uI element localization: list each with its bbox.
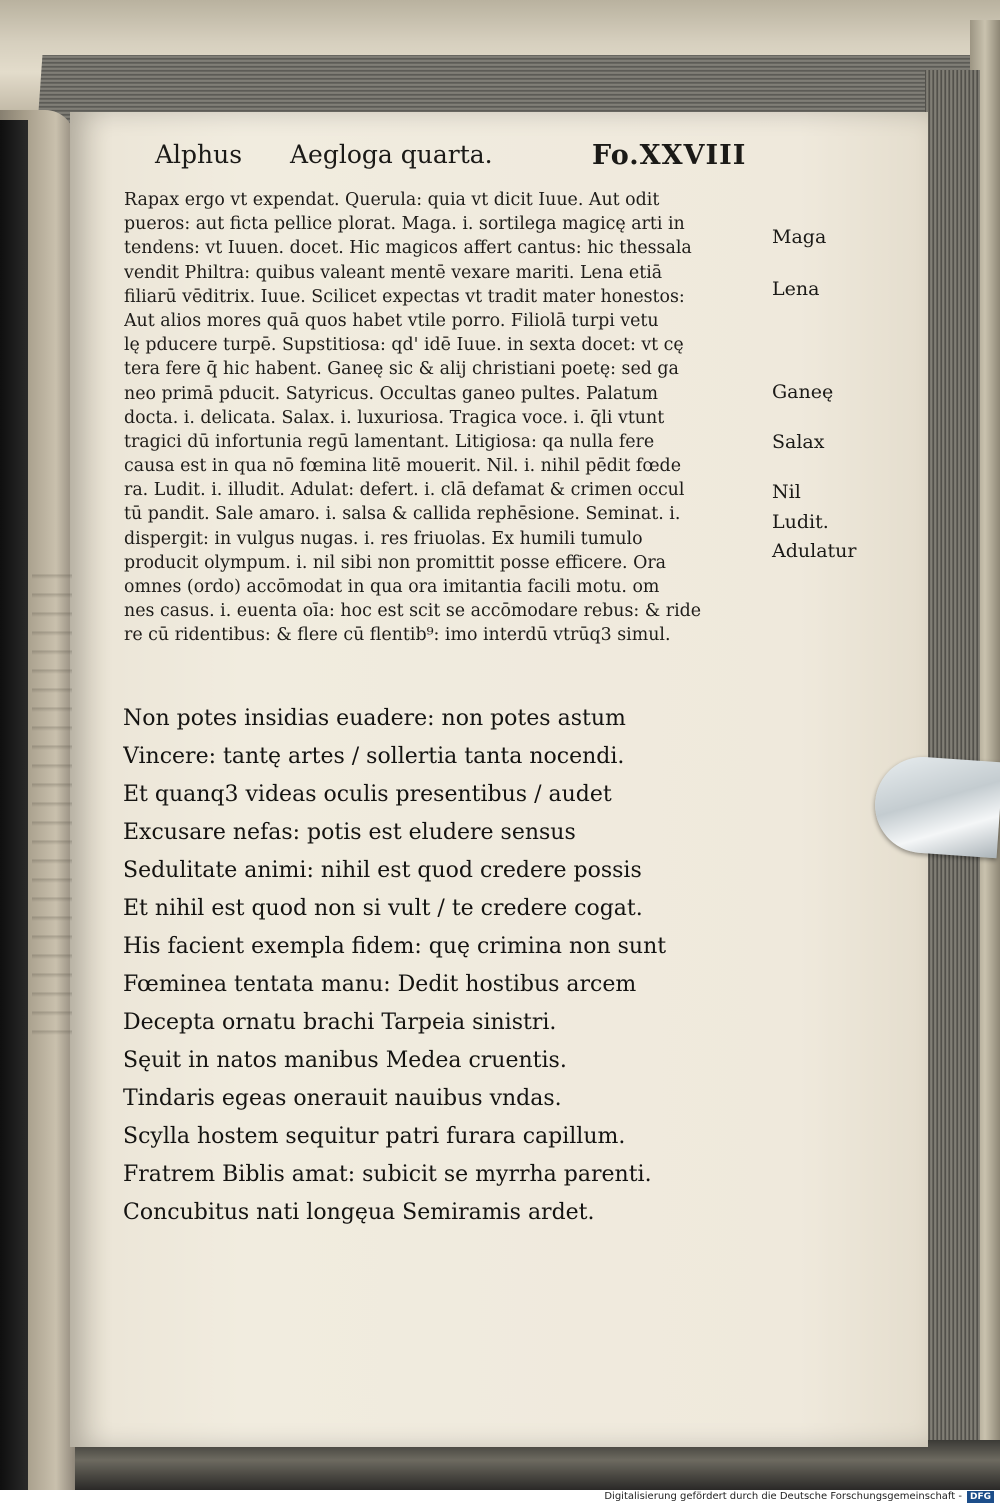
margin-note: Maga	[772, 226, 827, 248]
commentary-line: docta. i. delicata. Salax. i. luxuriosa. Tragica voce. i. q̄li vtunt	[124, 407, 665, 428]
commentary-line: tendens: vt Iuuen. docet. Hic magicos affert cantus: hic thessala	[124, 238, 692, 259]
verse-line: Non potes insidias euadere: non potes astum	[123, 706, 626, 731]
margin-note: Ludit.	[772, 511, 829, 533]
verse-line: Scylla hostem sequitur patri furara capillum.	[123, 1124, 626, 1149]
verse-line: Vincere: tantę artes / sollertia tanta nocendi.	[123, 744, 625, 769]
commentary-block	[124, 188, 774, 648]
margin-note: Salax	[772, 431, 825, 453]
folio-number: Fo.XXVIII	[592, 140, 747, 171]
margin-note: Ganeę	[772, 381, 834, 403]
margin-note: Nil	[772, 481, 801, 503]
commentary-line: tera fere q̄ hic habent. Ganeę sic & alij christiani poetę: sed ga	[124, 359, 679, 380]
commentary-line: vendit Philtra: quibus valeant mentē vexare mariti. Lena etiā	[124, 262, 663, 283]
verse-line: Excusare nefas: potis est eludere sensus	[123, 820, 576, 845]
commentary-line: producit olympum. i. nil sibi non promittit posse efficere. Ora	[124, 552, 667, 573]
verse-line: Sedulitate animi: nihil est quod credere possis	[123, 858, 642, 883]
margin-note: Lena	[772, 278, 820, 300]
verse-line: Fœminea tentata manu: Dedit hostibus arcem	[123, 972, 637, 997]
marginalia	[772, 226, 882, 586]
verse-line: Concubitus nati longęua Semiramis ardet.	[123, 1200, 595, 1225]
margin-note: Adulatur	[772, 540, 857, 562]
commentary-line: ra. Ludit. i. illudit. Adulat: defert. i. clā defamat & crimen occul	[124, 480, 685, 501]
verse-line: His facient exempla fidem: quę crimina non sunt	[123, 934, 667, 959]
verse-block	[123, 700, 723, 1232]
commentary-line: neo primā pducit. Satyricus. Occultas ganeo pultes. Palatum	[124, 383, 658, 404]
verse-line: Decepta ornatu brachi Tarpeia sinistri.	[123, 1010, 557, 1035]
running-head	[0, 140, 1000, 190]
gutter-shadow	[0, 120, 28, 1490]
commentary-line: tragici dū infortunia regū lamentant. Litigiosa: qa nulla fere	[124, 431, 655, 452]
commentary-line: tū pandit. Sale amaro. i. salsa & callida rephēsione. Seminat. i.	[124, 504, 681, 525]
commentary-line: omnes (ordo) accōmodat in qua ora imitantia facili motu. om	[124, 577, 660, 597]
running-head-author: Alphus	[155, 140, 243, 169]
commentary-line: dispergit: in vulgus nugas. i. res friuolas. Ex humili tumulo	[124, 528, 643, 549]
verse-line: Fratrem Biblis amat: subicit se myrrha parenti.	[123, 1162, 652, 1187]
verse-line: Et nihil est quod non si vult / te credere cogat.	[123, 896, 643, 921]
running-head-title: Aegloga quarta.	[290, 140, 493, 169]
commentary-line: re cū ridentibus: & flere cū flentib⁹: imo interdū vtrūq3 simul.	[124, 625, 671, 646]
funding-notice: Digitalisierung gefördert durch die Deutsche Forschungsgemeinschaft -	[604, 1491, 962, 1502]
digitization-footer	[0, 1490, 1000, 1505]
bleed-through-text	[32, 560, 72, 1040]
verse-line: Sęuit in natos manibus Medea cruentis.	[123, 1048, 567, 1073]
commentary-line: filiarū vēditrix. Iuue. Scilicet expectas vt tradit mater honestos:	[124, 286, 685, 307]
cover-board-bottom	[0, 1440, 1000, 1490]
commentary-line: pueros: aut ficta pellice plorat. Maga. i. sortilega magicę arti in	[124, 214, 685, 235]
commentary-line: lę pducere turpē. Supstitiosa: qd' idē Iuue. in sexta docet: vt cę	[124, 335, 684, 356]
commentary-line: Aut alios mores quā quos habet vtile porro. Filiolā turpi vetu	[124, 310, 659, 331]
commentary-line: causa est in qua nō fœmina litē mouerit. Nil. i. nihil pēdit fœde	[124, 456, 681, 477]
verse-line: Et quanq3 videas oculis presentibus / audet	[123, 782, 612, 807]
commentary-line: Rapax ergo vt expendat. Querula: quia vt dicit Iuue. Aut odit	[124, 190, 660, 210]
verse-line: Tindaris egeas onerauit nauibus vndas.	[123, 1086, 562, 1111]
commentary-line: nes casus. i. euenta oīa: hoc est scit se accōmodare rebus: & ride	[124, 601, 702, 622]
dfg-logo: DFG	[967, 1491, 994, 1503]
